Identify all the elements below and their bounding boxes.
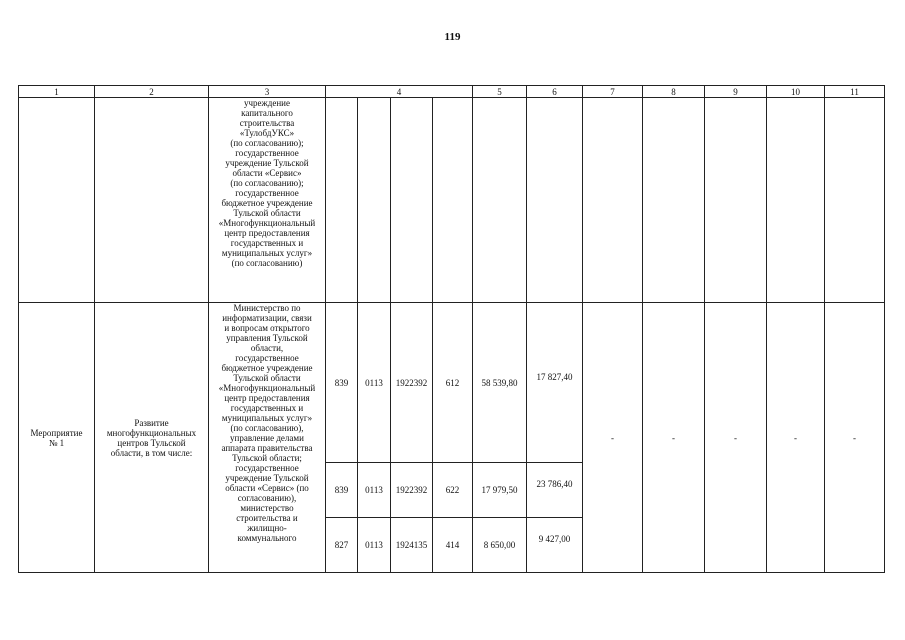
continuation-cell-4c (391, 98, 433, 303)
row1-target: 1922392 (391, 303, 433, 463)
row3-grbs: 827 (326, 518, 358, 573)
row2-col6-value: 23 786,40 (536, 479, 573, 489)
continuation-cell-2 (95, 98, 209, 303)
row1-section: 0113 (358, 303, 391, 463)
row1-col6-value: 17 827,40 (536, 371, 573, 382)
row3-col6 (527, 518, 583, 573)
continuation-row (19, 98, 885, 303)
header-col-4: 4 (326, 86, 473, 98)
row2-section: 0113 (358, 463, 391, 518)
continuation-cell-8 (643, 98, 705, 303)
row1-vr: 612 (433, 303, 473, 463)
header-col-10: 10 (767, 86, 825, 98)
row1-col6 (527, 303, 583, 463)
activity-col9: - (705, 303, 767, 573)
continuation-cell-5 (473, 98, 527, 303)
header-col-3: 3 (209, 86, 326, 98)
header-col-9: 9 (705, 86, 767, 98)
activity-col7: - (583, 303, 643, 573)
header-col-7: 7 (583, 86, 643, 98)
header-col-2: 2 (95, 86, 209, 98)
row2-col6 (527, 463, 583, 518)
continuation-cell-9 (705, 98, 767, 303)
row3-col6-value: 9 427,00 (538, 534, 571, 544)
continuation-cell-4a (326, 98, 358, 303)
continuation-executors: учреждение капитального строительства «ТулобдУКС» (по согласованию); государственное учреждение Тульской области «Сервис» (по согласованию); государственное бюджетное учреждение Тульской области «Многофункциональный центр предоставления государственных и муниципальных услуг» (по согласованию) (209, 98, 326, 303)
activity-executors: Министерство по информатизации, связи и вопросам открытого управления Тульской области, государственное бюджетное учреждение Тульской области «Многофункциональный центр предоставления государственных и муниципальных услуг» (по согласованию), управление делами аппарата правительства Тульской области; государственное учреждение Тульской области «Сервис» (по согласованию), министерство строительства и жилищно- коммунального (209, 303, 326, 573)
row2-target: 1922392 (391, 463, 433, 518)
activity-col11: - (825, 303, 885, 573)
continuation-cell-1 (19, 98, 95, 303)
activity-col10: - (767, 303, 825, 573)
activity-row-1 (19, 303, 885, 463)
activity-name: Мероприятие № 1 (19, 303, 95, 573)
row1-grbs: 839 (326, 303, 358, 463)
row3-target: 1924135 (391, 518, 433, 573)
continuation-cell-4d (433, 98, 473, 303)
page-number: 119 (444, 31, 461, 43)
header-col-8: 8 (643, 86, 705, 98)
header-col-6: 6 (527, 86, 583, 98)
header-col-1: 1 (19, 86, 95, 98)
continuation-cell-4b (358, 98, 391, 303)
header-col-5: 5 (473, 86, 527, 98)
row3-col5: 8 650,00 (473, 518, 527, 573)
continuation-cell-7 (583, 98, 643, 303)
activity-description: Развитие многофункциональных центров Тульской области, в том числе: (95, 303, 209, 573)
budget-table (18, 85, 885, 573)
row3-section: 0113 (358, 518, 391, 573)
header-row (19, 86, 885, 98)
row2-vr: 622 (433, 463, 473, 518)
row2-col5: 17 979,50 (473, 463, 527, 518)
activity-col8: - (643, 303, 705, 573)
continuation-cell-11 (825, 98, 885, 303)
row3-vr: 414 (433, 518, 473, 573)
header-col-11: 11 (825, 86, 885, 98)
continuation-cell-10 (767, 98, 825, 303)
row2-grbs: 839 (326, 463, 358, 518)
continuation-cell-6 (527, 98, 583, 303)
row1-col5: 58 539,80 (473, 303, 527, 463)
